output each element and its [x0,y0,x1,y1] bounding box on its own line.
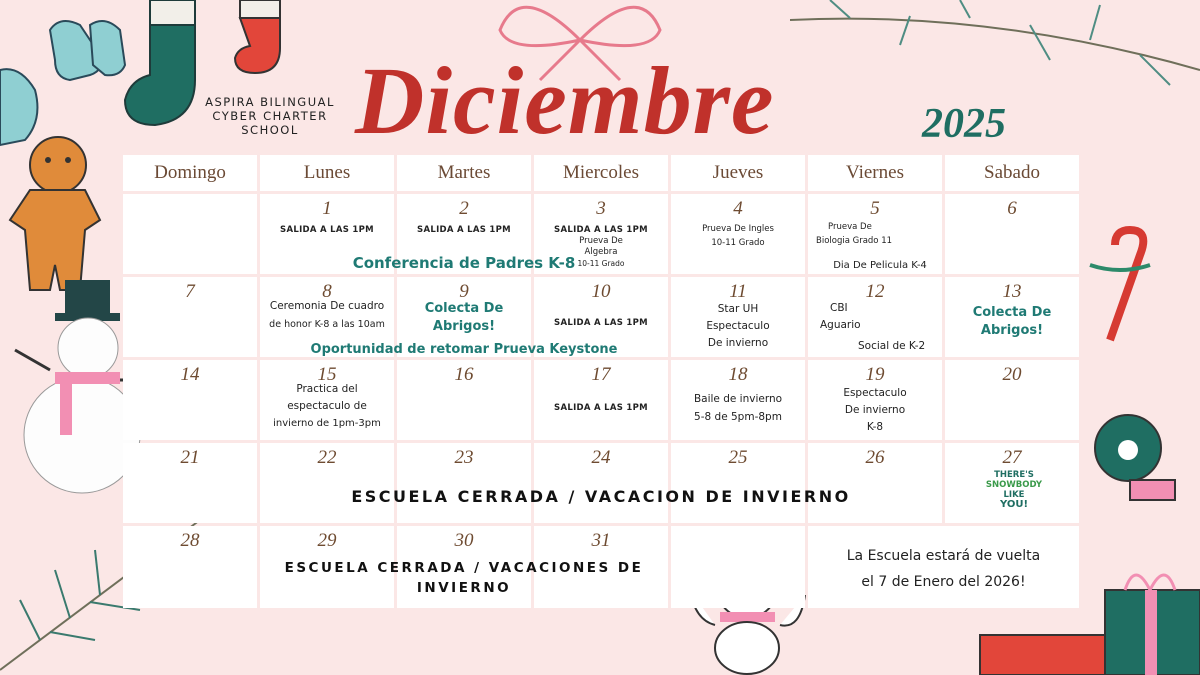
event-practica-line: Practica del [296,383,358,395]
event-star-line: Espectaculo [706,320,770,332]
day-number: 19 [865,364,885,385]
day-number: 17 [591,364,611,385]
sock-icon [115,0,205,135]
event-conferencia: Conferencia de Padres K-8 [352,254,576,272]
day-number: 31 [591,530,611,551]
day-cell [808,277,942,357]
day-number: 25 [728,447,748,468]
day-number: 11 [729,281,747,302]
day-number: 23 [454,447,474,468]
event-baile-line: 5-8 de 5pm-8pm [694,411,782,423]
day-number: 12 [865,281,885,302]
calendar-grid [123,155,1079,608]
day-cell [397,360,531,440]
weekday-header: Miercoles [534,155,668,191]
event-star-line: Star UH [717,303,759,315]
sticker-line: THERE'S [994,470,1034,480]
day-number: 21 [180,447,200,468]
snow-globe-icon [1090,410,1180,505]
year-label: 2025 [922,101,1006,147]
weekday-header: Jueves [671,155,805,191]
closed-banner-line: INVIERNO [416,580,512,596]
day-cell [534,360,668,440]
candy-cane-icon [1085,225,1165,345]
day-cell [123,277,257,357]
day-number: 24 [591,447,611,468]
day-number: 6 [1007,198,1017,219]
day-cell [123,360,257,440]
event-colecta-line: Colecta De [424,301,504,316]
day-number: 20 [1002,364,1022,385]
weekday-header: Viernes [808,155,942,191]
event-keystone: Oportunidad de retomar Prueva Keystone [310,342,618,357]
weekday-header: Martes [397,155,531,191]
snowbody-sticker [985,470,1043,510]
event-cbi-line: Aguario [820,319,861,331]
closed-banner: ESCUELA CERRADA / VACACION DE INVIERNO [351,487,851,506]
event-pelicula: Dia De Pelicula K-4 [833,260,927,271]
day-number: 8 [322,281,332,302]
day-number: 28 [180,530,200,551]
day-cell [808,360,942,440]
day-number: 14 [180,364,200,385]
day-cell [671,277,805,357]
day-cell [260,443,394,523]
event-ingles-line: Prueva De Ingles [702,224,774,234]
school-name: ASPIRA BILINGUAL CYBER CHARTER SCHOOL [205,95,335,137]
event-colecta-line: Abrigos! [980,323,1044,338]
weekday-header: Domingo [123,155,257,191]
day-cell [123,526,257,608]
day-number: 1 [322,198,332,219]
event-espectaculo-line: Espectaculo [843,387,907,399]
event-practica-line: espectaculo de [287,400,367,412]
gingerbread-icon [0,130,105,295]
event-algebra-line: Algebra [584,247,618,257]
day-number: 29 [317,530,337,551]
month-title: Diciembre [355,47,775,154]
day-cell [945,194,1079,274]
event-biologia-line: Prueva De [828,222,872,232]
event-cbi-line: CBI [830,302,848,314]
event-algebra-line: 10-11 Grado [577,259,625,268]
day-cell [808,194,942,274]
event-practica-line: invierno de 1pm-3pm [273,418,381,429]
weekday-header: Lunes [260,155,394,191]
event-colecta-line: Colecta De [972,305,1052,320]
day-number: 4 [733,198,743,219]
day-number: 18 [728,364,748,385]
event-ceremonia-line: de honor K-8 a las 10am [269,319,385,330]
weekday-header: Sabado [945,155,1079,191]
day-cell [397,443,531,523]
day-number: 3 [596,198,606,219]
day-cell-empty [671,526,805,608]
day-cell [808,443,942,523]
day-number: 2 [459,198,469,219]
event-salida: SALIDA A LAS 1PM [554,403,648,413]
pine-branch-top-icon [790,0,1200,95]
day-number: 9 [459,281,469,302]
event-espectaculo-line: De invierno [844,404,906,416]
day-cell [123,443,257,523]
sticker-line: SNOWBODY [985,480,1043,490]
day-number: 15 [317,364,337,385]
event-salida: SALIDA A LAS 1PM [554,318,648,328]
event-salida: SALIDA A LAS 1PM [280,225,374,235]
event-salida: SALIDA A LAS 1PM [417,225,511,235]
closed-banner-2 [260,558,668,598]
event-salida: SALIDA A LAS 1PM [554,225,648,235]
event-social: Social de K-2 [858,340,926,352]
day-number: 27 [1002,447,1022,468]
event-baile-line: Baile de invierno [693,393,783,405]
day-number: 13 [1002,281,1022,302]
day-cell [945,277,1079,357]
day-cell [671,443,805,523]
return-note [808,543,1079,595]
closed-banner-line: ESCUELA CERRADA / VACACIONES DE [284,560,644,576]
day-number: 5 [870,198,880,219]
day-number: 22 [317,447,337,468]
day-cell [945,360,1079,440]
sticker-line: LIKE [1003,490,1025,500]
day-number: 16 [454,364,474,385]
day-number: 10 [591,281,611,302]
event-biologia-line: Biologia Grado 11 [816,236,893,246]
day-cell [671,194,805,274]
event-espectaculo-line: K-8 [866,421,884,433]
return-note-line: La Escuela estará de vuelta [846,548,1041,564]
event-ceremonia-line: Ceremonia De cuadro [269,300,385,312]
day-number: 26 [865,447,885,468]
event-colecta-line: Abrigos! [432,319,496,334]
event-algebra-line: Prueva De [579,236,623,246]
day-cell [260,360,394,440]
day-cell [671,360,805,440]
event-ingles-line: 10-11 Grado [711,238,765,248]
event-star-line: De invierno [707,337,769,349]
day-cell [534,443,668,523]
day-number: 7 [185,281,195,302]
day-cell-empty [123,194,257,274]
red-sock-icon [230,0,300,75]
sticker-line: YOU! [999,499,1029,510]
day-number: 30 [454,530,474,551]
day-cell [945,443,1079,523]
return-note-line: el 7 de Enero del 2026! [861,574,1026,590]
